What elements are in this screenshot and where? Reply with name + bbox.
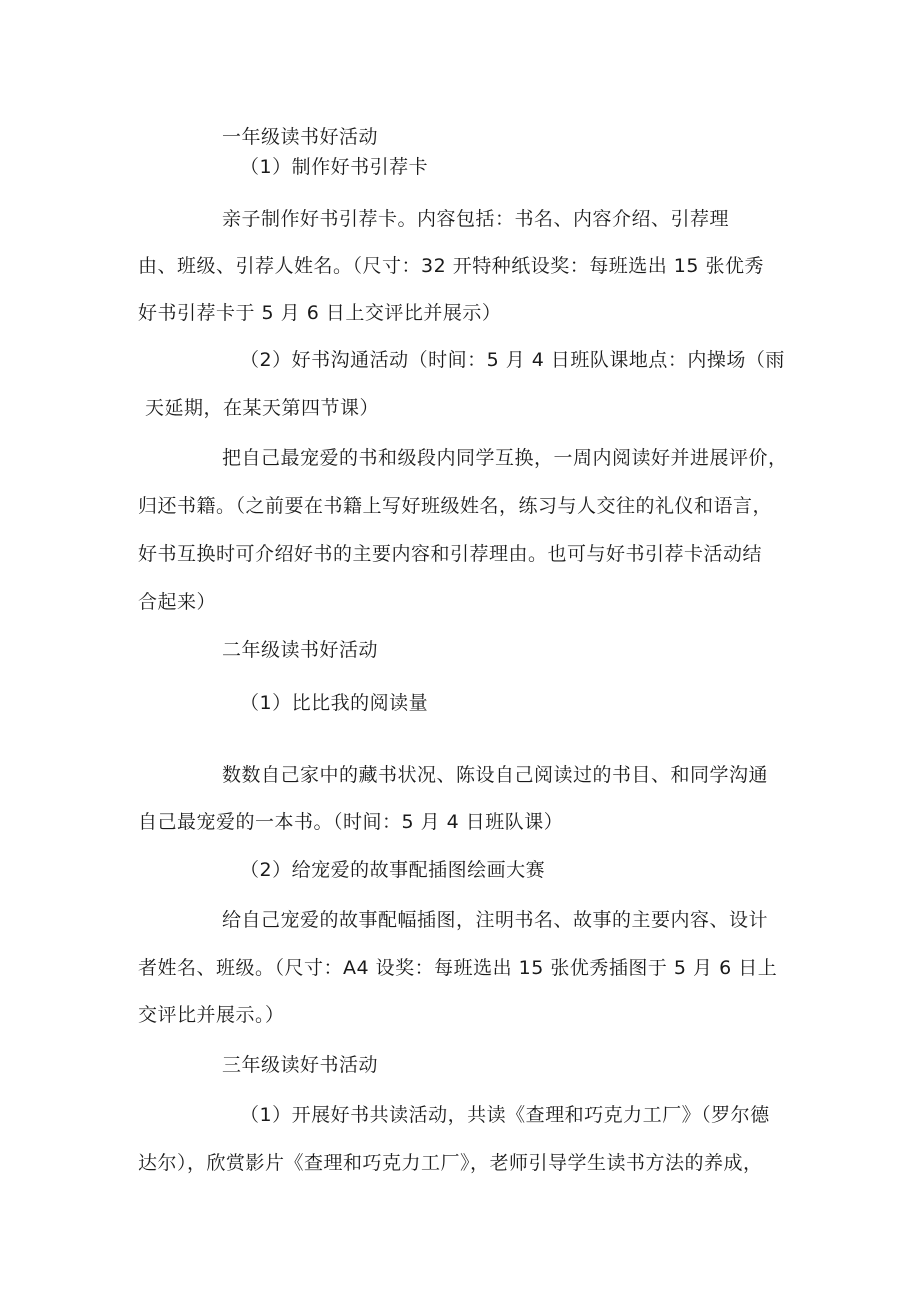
item-grade-two-1-title: （1）比比我的阅读量: [240, 692, 429, 714]
paragraph-line: 达尔），欣赏影片《查理和巧克力工厂》，老师引导学生读书方法的养成，: [138, 1152, 763, 1174]
paragraph-line: 亲子制作好书引荐卡。内容包括：书名、内容介绍、引荐理: [222, 208, 730, 230]
paragraph-line: 归还书籍。（之前要在书籍上写好班级姓名，练习与人交往的礼仪和语言，: [138, 495, 773, 517]
heading-grade-three: 三年级读好书活动: [222, 1054, 379, 1076]
paragraph-line: 者姓名、班级。（尺寸：A4 设奖：每班选出 15 张优秀插图于 5 月 6 日上: [138, 957, 778, 979]
paragraph-line: 好书引荐卡于 5 月 6 日上交评比并展示）: [138, 302, 502, 324]
item-grade-two-2-title: （2）给宠爱的故事配插图绘画大赛: [240, 859, 546, 881]
paragraph-line: 给自己宠爱的故事配幅插图，注明书名、故事的主要内容、设计: [222, 909, 769, 931]
item-grade-three-1-title: （1）开展好书共读活动，共读《查理和巧克力工厂》（罗尔德: [240, 1104, 770, 1126]
item-grade-one-2-title: （2）好书沟通活动（时间：5 月 4 日班队课地点：内操场（雨: [240, 349, 785, 371]
paragraph-line: 数数自己家中的藏书状况、陈设自己阅读过的书目、和同学沟通: [222, 764, 769, 786]
paragraph-line: 天延期，在某天第四节课）: [145, 397, 380, 419]
paragraph-line: 把自己最宠爱的书和级段内同学互换，一周内阅读好并进展评价，: [222, 447, 788, 469]
paragraph-line: 交评比并展示。）: [138, 1004, 285, 1026]
paragraph-line: 由、班级、引荐人姓名。（尺寸：32 开特种纸设奖：每班选出 15 张优秀: [138, 255, 764, 277]
paragraph-line: 合起来）: [138, 591, 217, 613]
item-grade-one-1-title: （1）制作好书引荐卡: [240, 156, 429, 178]
heading-grade-one: 一年级读书好活动: [222, 126, 379, 148]
paragraph-line: 好书互换时可介绍好书的主要内容和引荐理由。也可与好书引荐卡活动结: [138, 543, 763, 565]
heading-grade-two: 二年级读书好活动: [222, 639, 379, 661]
paragraph-line: 自己最宠爱的一本书。（时间：5 月 4 日班队课）: [138, 811, 564, 833]
